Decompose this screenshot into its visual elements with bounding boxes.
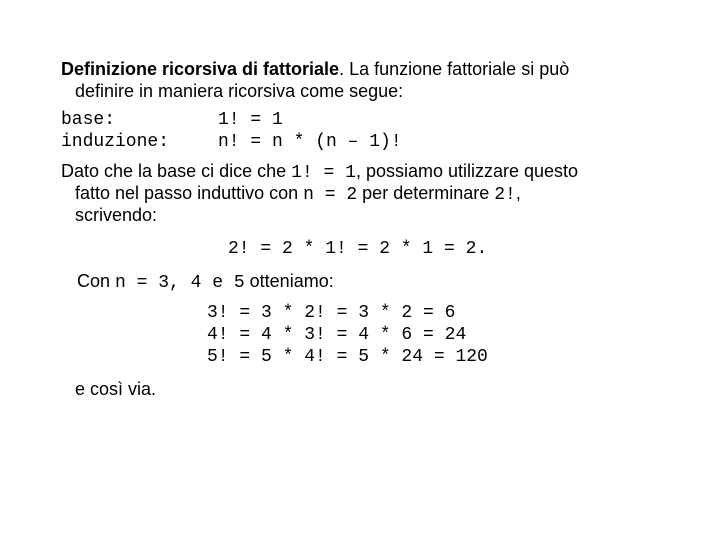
con-line	[77, 270, 334, 294]
explanation-text-1: Dato che la base ci dice che	[61, 161, 292, 181]
explanation-text-4: per determinare	[357, 183, 495, 203]
closing-text: e così via.	[75, 379, 157, 399]
base-value: 1! = 1	[218, 110, 283, 130]
example-5-formula: 5! = 5 * 4! = 5 * 24 = 120	[207, 347, 488, 367]
example-2-formula: 2! = 2 * 1! = 2 * 1 = 2.	[228, 239, 488, 259]
explanation-code-1: 1! = 1	[291, 163, 356, 183]
explanation-text-5: ,	[515, 183, 521, 203]
explanation-text-3: fatto nel passo induttivo con	[75, 183, 304, 203]
intro-line-1	[61, 58, 569, 80]
induction-value: n! = n * (n – 1)!	[218, 132, 402, 152]
con-text-1: Con	[77, 271, 116, 291]
induction-label: induzione:	[61, 132, 170, 152]
explanation-line-1	[61, 160, 578, 184]
example-3-formula: 3! = 3 * 2! = 3 * 2 = 6	[207, 303, 456, 323]
intro-text-1: . La funzione fattoriale si può	[339, 59, 570, 79]
con-code: n = 3, 4 e 5	[115, 273, 245, 293]
base-label: base:	[61, 110, 116, 130]
intro-title: Definizione ricorsiva di fattoriale	[61, 59, 340, 79]
explanation-line-2	[75, 182, 521, 206]
explanation-text-2: , possiamo utilizzare questo	[355, 161, 579, 181]
explanation-code-2: n = 2	[303, 185, 358, 205]
con-text-2: otteniamo:	[244, 271, 334, 291]
explanation-line-3: scrivendo:	[75, 205, 158, 225]
intro-line-2: definire in maniera ricorsiva come segue:	[75, 81, 404, 101]
explanation-code-3: 2!	[494, 185, 516, 205]
example-4-formula: 4! = 4 * 3! = 4 * 6 = 24	[207, 325, 467, 345]
